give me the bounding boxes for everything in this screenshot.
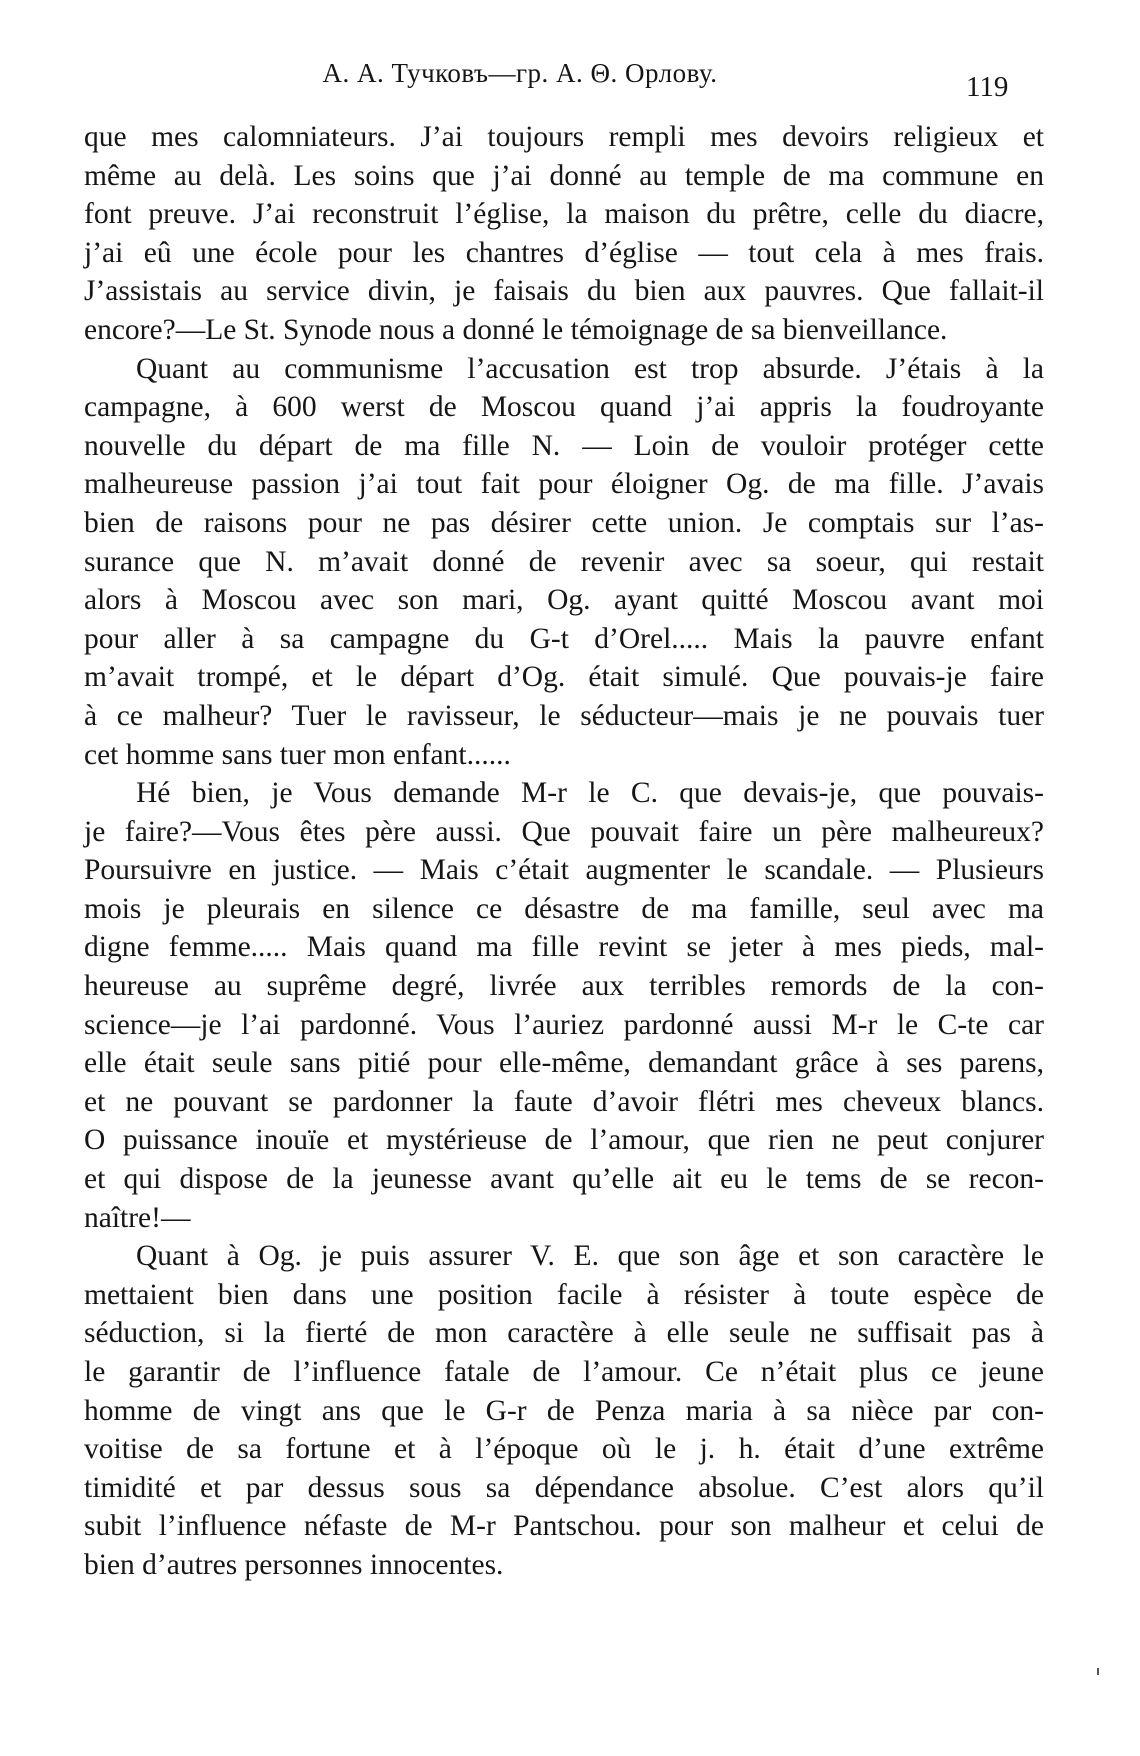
letter-body [84,118,1044,1585]
text-line: et qui dispose de la jeunesse avant qu’elle ait eu le tems de se recon- [84,1163,1044,1196]
text-line: séduction, si la fierté de mon caractère à elle seule ne suffisait pas à [84,1317,1044,1350]
text-line: J’assistais au service divin, je faisais du bien aux pauvres. Que fallait-il [84,275,1044,308]
text-line: à ce malheur? Tuer le ravisseur, le séducteur—mais je ne pouvais tuer [84,699,1044,732]
text-line: timidité et par dessus sous sa dépendance absolue. C’est alors qu’il [84,1471,1044,1504]
text-line: j’ai eû une école pour les chantres d’église — tout cela à mes frais. [84,236,1044,269]
paragraph-start: Quant au communisme l’accusation est trop absurde. J’étais à la [136,352,1044,385]
text-line: homme de vingt ans que le G-r de Penza maria à sa nièce par con- [84,1394,1044,1427]
text-line: naître!— [84,1201,191,1234]
text-line: voitise de sa fortune et à l’époque où le j. h. était d’une extrême [84,1433,1044,1466]
text-line: malheureuse passion j’ai tout fait pour éloigner Og. de ma fille. J’avais [84,468,1044,501]
print-speck [1097,1668,1099,1675]
text-line: alors à Moscou avec son mari, Og. ayant quitté Moscou avant moi [84,584,1044,617]
text-line: bien d’autres personnes innocentes. [84,1548,504,1581]
text-line: Poursuivre en justice. — Mais c’était augmenter le scandale. — Plusieurs [84,854,1044,887]
text-line: font preuve. J’ai reconstruit l’église, la maison du prêtre, celle du diacre, [84,198,1044,231]
page-number: 119 [966,71,1009,103]
text-line: campagne, à 600 werst de Moscou quand j’ai appris la foudroyante [84,391,1044,424]
text-line: subit l’influence néfaste de M-r Pantschou. pour son malheur et celui de [84,1510,1044,1543]
text-line: surance que N. m’avait donné de revenir avec sa soeur, qui restait [84,545,1044,578]
text-line: et ne pouvant se pardonner la faute d’avoir flétri mes cheveux blancs. [84,1085,1044,1118]
text-line: encore?—Le St. Synode nous a donné le témoignage de sa bienveillance. [84,313,948,346]
text-line: science—je l’ai pardonné. Vous l’auriez pardonné aussi M-r le C-te car [84,1008,1044,1041]
text-line: je faire?—Vous êtes père aussi. Que pouvait faire un père malheureux? [84,815,1044,848]
text-line: le garantir de l’influence fatale de l’amour. Ce n’était plus ce jeune [84,1356,1044,1388]
text-line: cet homme sans tuer mon enfant...... [84,738,511,771]
text-line: que mes calomniateurs. J’ai toujours rempli mes devoirs religieux et [84,121,1044,153]
text-line: O puissance inouïe et mystérieuse de l’amour, que rien ne peut conjurer [84,1124,1044,1157]
text-line: mettaient bien dans une position facile à résister à toute espèce de [84,1278,1044,1311]
text-line: m’avait trompé, et le départ d’Og. était simulé. Que pouvais-je faire [84,661,1044,694]
running-header: А. А. Тучковъ—гр. А. Θ. Орлову. [322,58,718,88]
text-line: elle était seule sans pitié pour elle-même, demandant grâce à ses parens, [84,1047,1044,1080]
text-line: nouvelle du départ de ma fille N. — Loin de vouloir protéger cette [84,429,1044,462]
text-line: heureuse au suprême degré, livrée aux terribles remords de la con- [84,970,1044,1003]
text-line: bien de raisons pour ne pas désirer cette union. Je comptais sur l’as- [84,506,1044,539]
text-line: mois je pleurais en silence ce désastre de ma famille, seul avec ma [84,892,1044,925]
text-line: digne femme..... Mais quand ma fille revint se jeter à mes pieds, mal- [84,931,1044,964]
paragraph-start: Quant à Og. je puis assurer V. E. que son âge et son caractère le [136,1240,1044,1273]
text-line: même au delà. Les soins que j’ai donné au temple de ma commune en [84,159,1044,192]
paragraph-start: Hé bien, je Vous demande M-r le C. que devais-je, que pouvais- [136,777,1044,810]
text-line: pour aller à sa campagne du G-t d’Orel..... Mais la pauvre enfant [84,622,1044,655]
